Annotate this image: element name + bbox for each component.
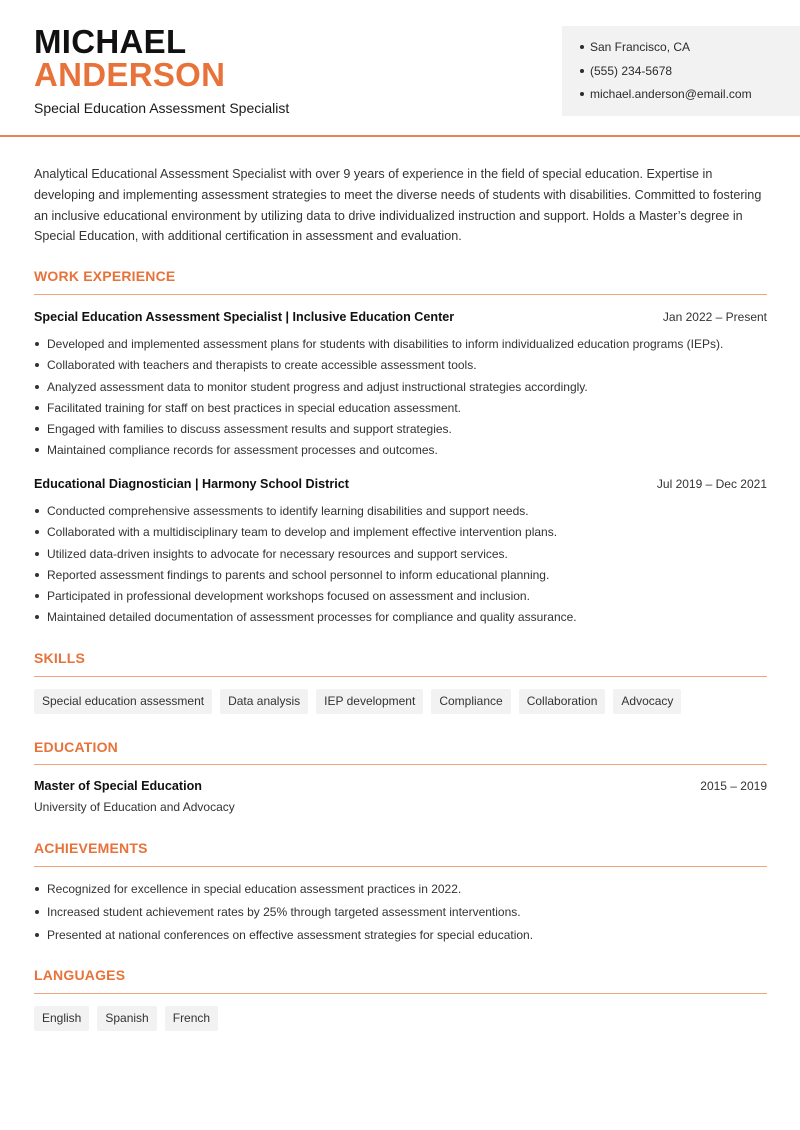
- education-header: [34, 779, 767, 793]
- list-item: Collaborated with a multidisciplinary team to develop and implement effective intervention plans.: [34, 524, 767, 545]
- contact-phone: (555) 234-5678: [580, 64, 800, 88]
- list-item: Maintained detailed documentation of assessment processes for compliance and quality assurance.: [34, 609, 767, 630]
- job-title: Special Education Assessment Specialist: [34, 100, 290, 116]
- list-item: Participated in professional development workshops focused on assessment and inclusion.: [34, 588, 767, 609]
- language-chip: French: [165, 1006, 218, 1031]
- skill-chip: Collaboration: [519, 689, 606, 714]
- list-item: Maintained compliance records for assessment processes and outcomes.: [34, 442, 767, 463]
- languages-heading: LANGUAGES: [34, 967, 126, 983]
- job-bullets: [34, 336, 767, 464]
- section-divider: [34, 294, 767, 295]
- contact-box: [562, 26, 800, 116]
- list-item: Utilized data-driven insights to advocate for necessary resources and support services.: [34, 546, 767, 567]
- section-divider: [34, 764, 767, 765]
- skill-chip: Advocacy: [613, 689, 681, 714]
- list-item: Developed and implemented assessment plans for students with disabilities to inform individualized education programs (IEPs).: [34, 336, 767, 357]
- education-heading: EDUCATION: [34, 739, 118, 755]
- list-item: Recognized for excellence in special education assessment practices in 2022.: [34, 881, 767, 904]
- list-item: Facilitated training for staff on best practices in special education assessment.: [34, 400, 767, 421]
- list-item: Analyzed assessment data to monitor student progress and adjust instructional strategies accordingly.: [34, 379, 767, 400]
- job-dates: Jul 2019 – Dec 2021: [656, 477, 767, 491]
- skills-heading: SKILLS: [34, 650, 85, 666]
- last-name: ANDERSON: [34, 56, 226, 93]
- resume-header: [0, 0, 800, 137]
- skill-chip: Special education assessment: [34, 689, 212, 714]
- list-item: Engaged with families to discuss assessment results and support strategies.: [34, 421, 767, 442]
- job-header: [34, 477, 767, 491]
- list-item: Increased student achievement rates by 25% through targeted assessment interventions.: [34, 904, 767, 927]
- contact-location: San Francisco, CA: [580, 40, 800, 64]
- section-divider: [34, 993, 767, 994]
- section-divider: [34, 866, 767, 867]
- education-dates: 2015 – 2019: [700, 779, 767, 793]
- skills-list: [34, 689, 681, 714]
- skill-chip: Compliance: [431, 689, 510, 714]
- list-item: Reported assessment findings to parents and school personnel to inform educational planning.: [34, 567, 767, 588]
- summary: Analytical Educational Assessment Specialist with over 9 years of experience in the field of special education. Expertise in developing and implementing assessment strategies to meet the diverse needs of students with disabilities. Committed to fostering an inclusive educational environment by utilizing data to drive individualized instruction and support. Holds a Master’s degree in Special Education, with additional certification in assessment and evaluation.: [34, 167, 762, 244]
- achievements-list: [34, 881, 767, 950]
- job-header: [34, 310, 767, 324]
- contact-email: michael.anderson@email.com: [580, 87, 800, 111]
- list-item: Conducted comprehensive assessments to identify learning disabilities and support needs.: [34, 503, 767, 524]
- achievements-heading: ACHIEVEMENTS: [34, 840, 148, 856]
- section-divider: [34, 676, 767, 677]
- list-item: Presented at national conferences on effective assessment strategies for special education.: [34, 927, 767, 950]
- skill-chip: Data analysis: [220, 689, 308, 714]
- job-dates: Jan 2022 – Present: [662, 310, 767, 324]
- list-item: Collaborated with teachers and therapists to create accessible assessment tools.: [34, 357, 767, 378]
- languages-list: [34, 1006, 218, 1031]
- job-title-company: Educational Diagnostician | Harmony School District: [34, 477, 349, 491]
- job-title-company: Special Education Assessment Specialist | Inclusive Education Center: [34, 310, 455, 324]
- language-chip: English: [34, 1006, 89, 1031]
- skill-chip: IEP development: [316, 689, 423, 714]
- school-name: University of Education and Advocacy: [34, 800, 235, 814]
- degree: Master of Special Education: [34, 779, 202, 793]
- first-name: MICHAEL: [34, 23, 187, 60]
- job-bullets: [34, 503, 767, 631]
- work-experience-heading: WORK EXPERIENCE: [34, 268, 176, 284]
- language-chip: Spanish: [97, 1006, 156, 1031]
